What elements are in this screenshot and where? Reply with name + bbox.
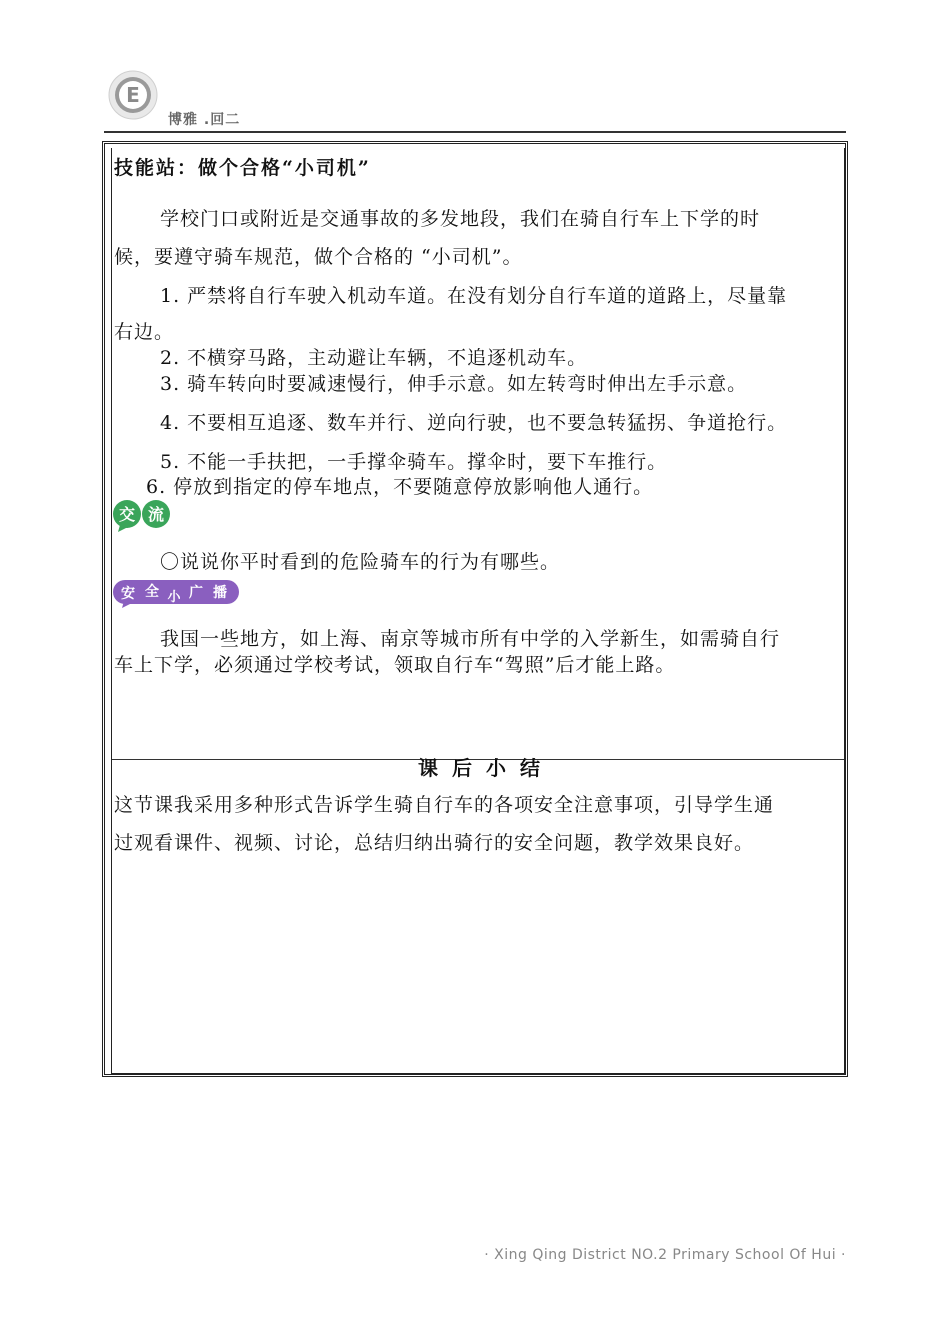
exchange-badge-char: 交 [118,505,136,524]
rule-6: 6. 停放到指定的停车地点，不要随意停放影响他人通行。 [146,476,654,498]
broadcast-badge-char: 全 [145,584,159,600]
intro-line-1: 学校门口或附近是交通事故的多发地段，我们在骑自行车上下学的时 [160,208,761,230]
summary-line-2: 过观看课件、视频、讨论，总结归纳出骑行的安全问题，教学效果良好。 [114,832,755,854]
header-rule [104,131,846,133]
rule-2: 2. 不横穿马路，主动避让车辆，不追逐机动车。 [160,347,588,369]
broadcast-badge-char: 安 [121,586,135,602]
rule-1-line-2: 右边。 [114,321,175,343]
lesson-table [102,141,848,1077]
skills-title: 技能站：做个合格“小司机” [114,157,371,179]
exchange-badge-icon [112,499,174,533]
exchange-badge-char: 流 [147,505,165,524]
exchange-prompt: 〇说说你平时看到的危险骑车的行为有哪些。 [160,551,561,573]
rule-3: 3. 骑车转向时要减速慢行，伸手示意。如左转弯时伸出左手示意。 [160,373,748,395]
page-footer: · Xing Qing District NO.2 Primary School Of Hui · [484,1247,846,1263]
broadcast-badge-char: 播 [213,585,227,601]
broadcast-line-1: 我国一些地方，如上海、南京等城市所有中学的入学新生，如需骑自行 [160,628,781,650]
rule-1-line-1: 1. 严禁将自行车驶入机动车道。在没有划分自行车道的道路上，尽量靠 [160,285,788,307]
intro-line-2: 候，要遵守骑车规范，做个合格的 “小司机”。 [114,246,523,268]
summary-title: 课后小结 [418,756,554,780]
rule-5: 5. 不能一手扶把，一手撑伞骑车。撑伞时，要下车推行。 [160,451,668,473]
rule-4: 4. 不要相互追逐、数车并行、逆向行驶，也不要急转猛拐、争道抢行。 [160,412,788,434]
broadcast-line-2: 车上下学，必须通过学校考试，领取自行车“驾照”后才能上路。 [114,654,676,676]
broadcast-badge-char: 广 [189,585,203,601]
school-tag: 博雅 .回二 [168,112,241,128]
safety-broadcast-badge-icon [112,577,242,609]
school-logo-icon [108,70,158,120]
logo-letter: E [126,83,140,107]
summary-line-1: 这节课我采用多种形式告诉学生骑自行车的各项安全注意事项，引导学生通 [114,794,775,816]
broadcast-badge-char: 小 [167,590,181,605]
